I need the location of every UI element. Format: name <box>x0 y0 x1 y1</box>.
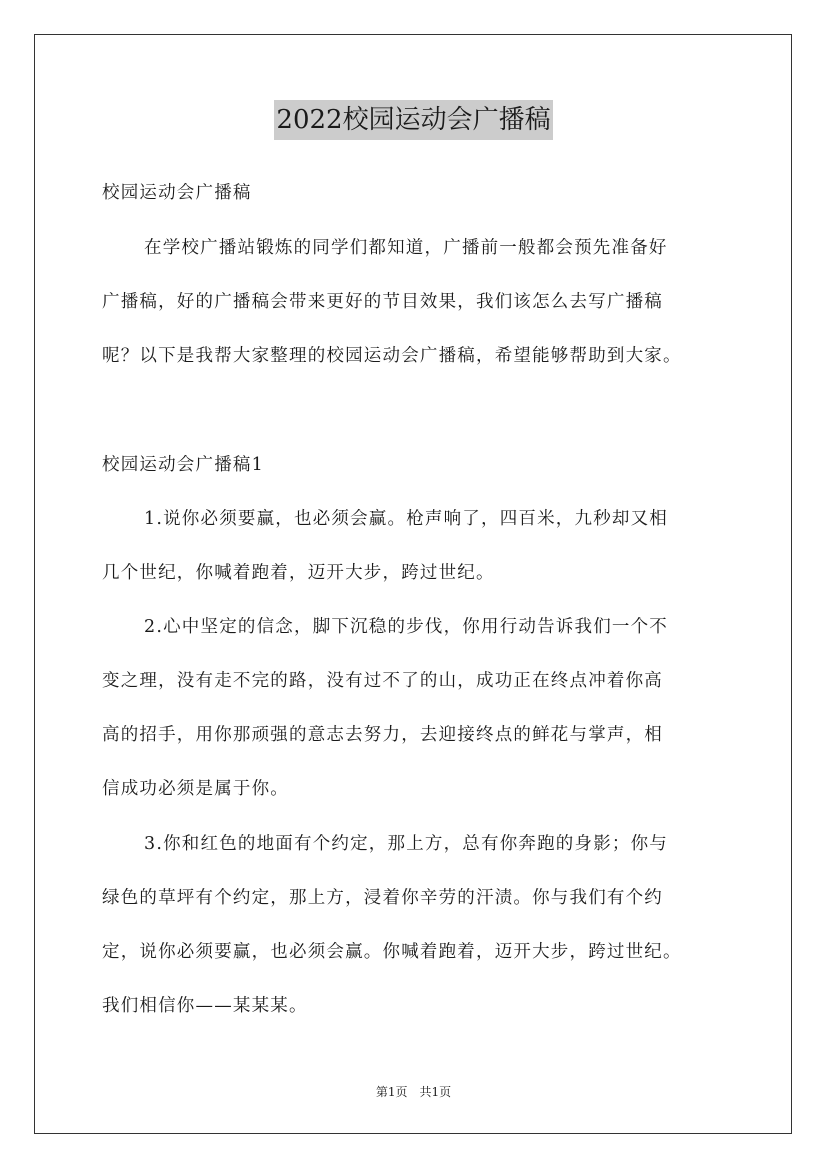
item1-line: 1.说你必须要赢，也必须会赢。枪声响了，四百米，九秒却又相 <box>144 509 668 529</box>
title-wrap <box>0 100 827 140</box>
intro-line: 呢？以下是我帮大家整理的校园运动会广播稿，希望能够帮助到大家。 <box>102 346 682 366</box>
item2-line: 高的招手，用你那顽强的意志去努力，去迎接终点的鲜花与掌声，相 <box>102 725 663 745</box>
item2-line: 2.心中坚定的信念，脚下沉稳的步伐，你用行动告诉我们一个不 <box>144 617 668 637</box>
item2-line: 信成功必须是属于你。 <box>102 779 289 799</box>
item3-line: 3.你和红色的地面有个约定，那上方，总有你奔跑的身影；你与 <box>144 834 668 854</box>
item3-line: 定，说你必须要赢，也必须会赢。你喊着跑着，迈开大步，跨过世纪。 <box>102 942 682 962</box>
page-footer: 第1页 共1页 <box>375 1085 452 1099</box>
document-title: 2022校园运动会广播稿 <box>274 100 552 140</box>
section-heading: 校园运动会广播稿1 <box>102 455 264 475</box>
item3-line: 绿色的草坪有个约定，那上方，浸着你辛劳的汗渍。你与我们有个约 <box>102 888 663 908</box>
item2-line: 变之理，没有走不完的路，没有过不了的山，成功正在终点冲着你高 <box>102 671 663 691</box>
intro-line: 广播稿，好的广播稿会带来更好的节目效果，我们该怎么去写广播稿 <box>102 292 663 312</box>
intro-heading: 校园运动会广播稿 <box>102 183 252 203</box>
item3-line: 我们相信你——某某某。 <box>102 996 308 1016</box>
item1-line: 几个世纪，你喊着跑着，迈开大步，跨过世纪。 <box>102 563 495 583</box>
intro-line: 在学校广播站锻炼的同学们都知道，广播前一般都会预先准备好 <box>144 238 668 258</box>
